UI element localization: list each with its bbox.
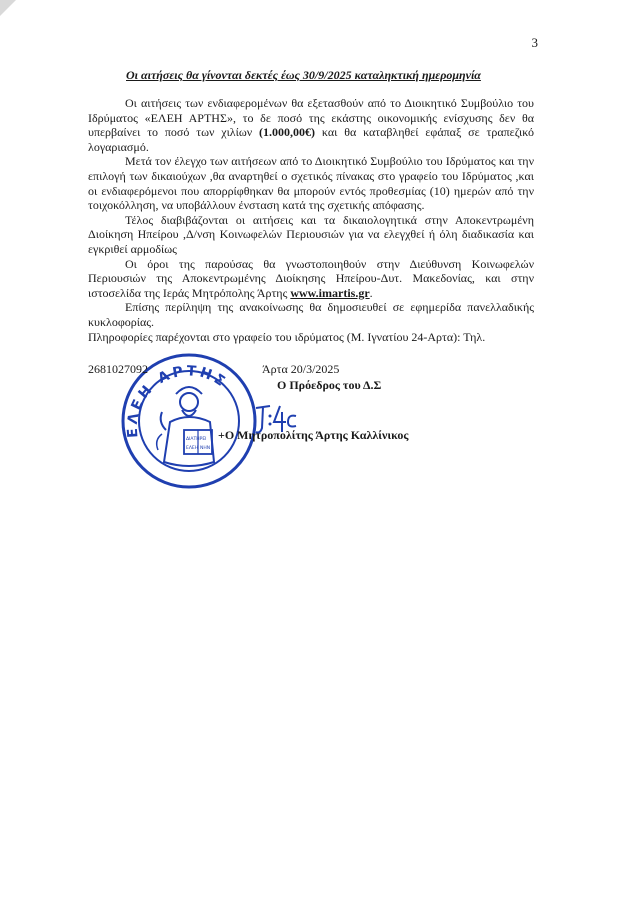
issue-date: Άρτα 20/3/2025 [262, 362, 340, 376]
paragraph-text: Οι αιτήσεις των ενδιαφερομένων θα εξετασθούν από το Διοικητικό Συμβούλιο του Ιδρύματος «ΕΛΕΗ ΑΡΤΗΣ», το δε ποσό της εκάστης οικονομικής ενίσχυσης δεν θα υπερβαίνει το ποσό των χιλίων [88, 96, 534, 140]
paragraph-publication [88, 257, 534, 301]
paragraph-newspaper: Επίσης περίληψη της ανακοίνωσης θα δημοσιευθεί σε εφημερίδα πανελλαδικής κυκλοφορίας. [88, 300, 534, 329]
svg-text:ΝΗΝ: ΝΗΝ [200, 446, 211, 451]
amount-text: (1.000,00€) [259, 125, 316, 140]
announcement-body [88, 96, 534, 344]
paragraph-text: . [369, 285, 373, 300]
svg-text:ΔΙΑΤΗΡΕΙ: ΔΙΑΤΗΡΕΙ [186, 437, 207, 442]
page-corner-fold [0, 0, 16, 16]
signatory-title: Ο Πρόεδρος του Δ.Σ [277, 378, 382, 392]
paragraph-text: Οι όροι της παρούσας θα γνωστοποιηθούν στην Διεύθυνση Κοινωφελών Περιουσιών της Αποκεντρωμένης Διοίκησης Ηπείρου-Δυτ. Μακεδονίας, και στην ιστοσελίδα της Ιεράς Μητρόπολης Άρτης [88, 256, 534, 300]
svg-text:ΕΛΕΗ ΑΡΤΗΣ: ΕΛΕΗ ΑΡΤΗΣ [124, 363, 231, 439]
signatory-name: +Ο Μητροπολίτης Άρτης Καλλίνικος [218, 428, 409, 442]
svg-text:ΕΛΕΗ: ΕΛΕΗ [186, 446, 199, 451]
paragraph-evaluation [88, 96, 534, 154]
phone-number: 2681027092 [88, 362, 148, 376]
paragraph-review: Μετά τον έλεγχο των αιτήσεων από το Διοικητικό Συμβούλιο του Ιδρύματος και την επιλογή των δικαιούχων ,θα αναρτηθεί ο σχετικός πίνακας στο γραφείο του Ιδρύματος ,και οι ενδιαφερόμενοι που απορρίφθηκαν θα μπορούν εντός προθεσμίας (10) ημερών από την τοιχοκόλληση, να υποβάλλουν ένσταση κατά της σχετικής απόφασης. [88, 154, 534, 213]
page-heading: Οι αιτήσεις θα γίνονται δεκτές έως 30/9/2025 καταληκτική ημερομηνία [126, 68, 481, 82]
paragraph-forwarding: Τέλος διαβιβάζονται οι αιτήσεις και τα δικαιολογητικά στην Αποκεντρωμένη Διοίκηση Ηπείρου ,Δ/νση Κοινωφελών Περιουσιών για να ελεγχθεί ή όλη διαδικασία και εγκριθεί αρμοδίως [88, 212, 534, 256]
page-number: 3 [531, 35, 538, 50]
info-line: Πληροφορίες παρέχονται στο γραφείο του ιδρύματος (Μ. Ιγνατίου 24-Αρτα): Τηλ. [88, 329, 486, 344]
website-link[interactable]: www.imartis.gr [290, 285, 370, 300]
paragraph-text: και θα καταβληθεί εφάπαξ σε τραπεζικό λογαριασμό. [88, 125, 534, 154]
